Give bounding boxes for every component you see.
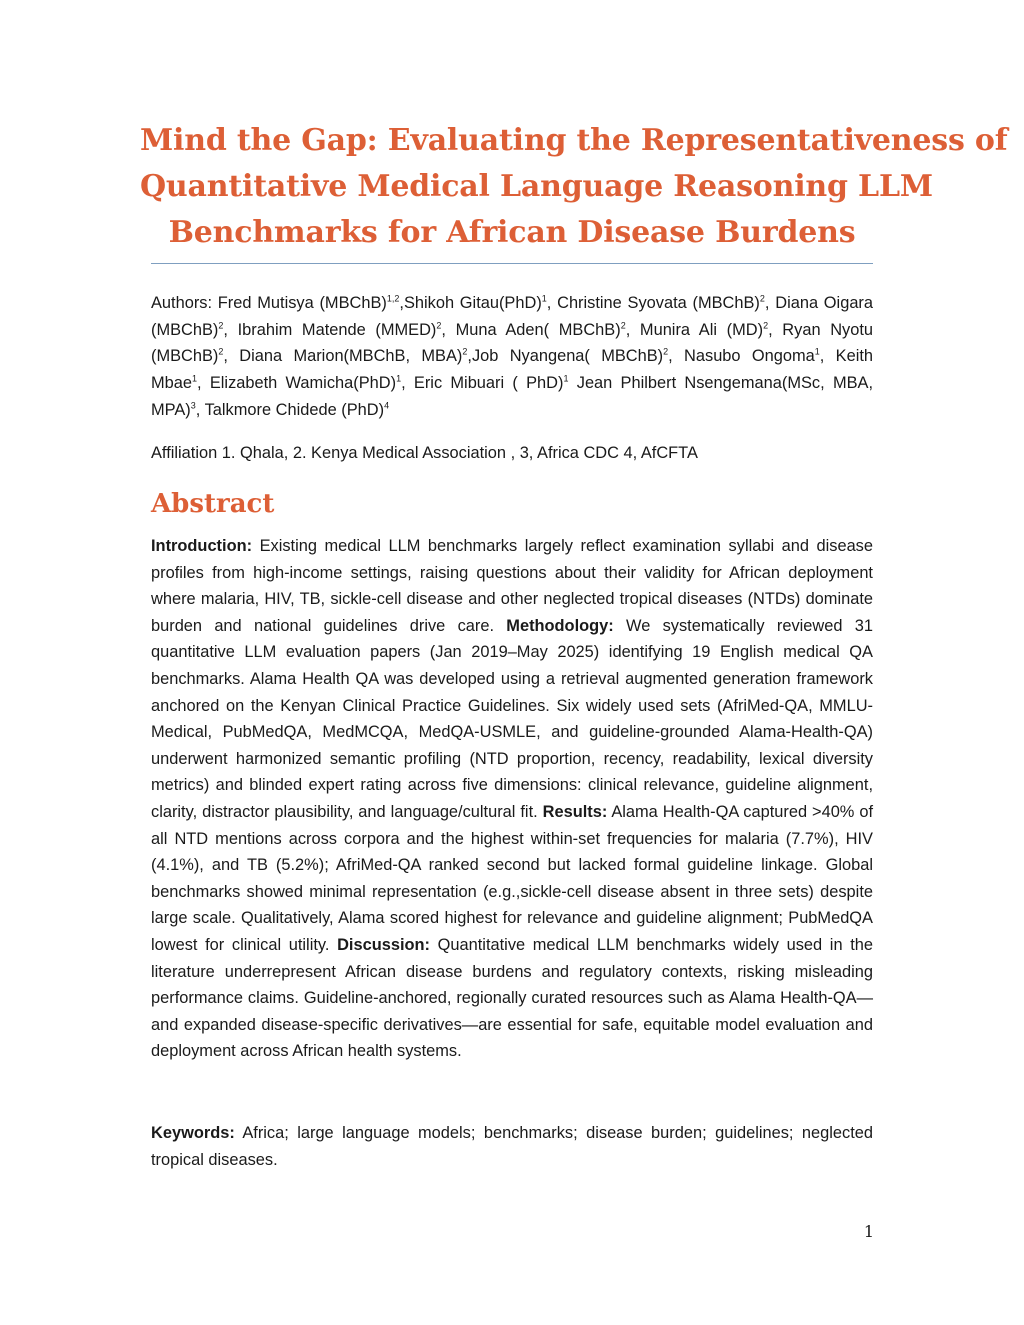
author-name: Nasubo Ongoma: [684, 347, 815, 366]
author-name: Job Nyangena( MBChB): [471, 347, 664, 366]
author-affiliation-marker: 1: [396, 373, 402, 384]
author-affiliation-marker: 1,2: [386, 293, 400, 304]
author-affiliation-marker: 2: [759, 293, 765, 304]
author-list: [151, 294, 873, 419]
author-separator: ,: [195, 400, 205, 419]
author-affiliation-marker: 2: [462, 346, 468, 357]
author-name: Muna Aden( MBChB): [455, 320, 621, 339]
author-affiliation-marker: 1: [814, 346, 820, 357]
author-name: Diana Oigara (MBChB): [151, 294, 874, 339]
author-name: Christine Syovata (MBChB): [557, 294, 760, 312]
author-name: Ibrahim Matende (MMED): [237, 320, 437, 339]
author-separator: [568, 374, 576, 392]
discussion-label: Discussion:: [337, 935, 430, 954]
author-name: Eric Mibuari ( PhD): [413, 374, 564, 393]
methodology-text: We systematically reviewed 31 quantitative LLM evaluation papers (Jan 2019–May 2025) identifying 19 English medical QA benchmarks. Alama Health QA was developed using a retrieval augmented generation framework anchored on the Kenyan Clinical Practice Guidelines. Six widely used sets (AfriMed-QA, MMLU-Medical, PubMedQA, MedMCQA, MedQA-USMLE, and guideline-grounded Alama-Health-QA) underwent harmonized semantic profiling (NTD proportion, recency, readability, lexical diversity metrics) and blinded expert rating across five dimensions: clinical relevance, guideline alignment, clarity, distractor plausibility, and language/cultural fit.: [151, 616, 873, 821]
introduction-label: Introduction:: [151, 537, 253, 555]
author-affiliation-marker: 1: [192, 373, 198, 384]
author-affiliation-marker: 1: [541, 293, 547, 304]
title-line-1: Mind the Gap: Evaluating the Representativeness of: [140, 123, 1008, 158]
author-name: Talkmore Chidede (PhD): [204, 400, 385, 419]
author-separator: ,: [197, 374, 210, 393]
author-separator: ,: [441, 320, 456, 339]
discussion-text: Quantitative medical LLM benchmarks widely used in the literature underrepresent African disease burdens and regulatory contexts, risking misleading performance claims. Guideline-anchored, regionally curated resources such as Alama Health-QA—and expanded disease-specific derivatives—are essential for safe, equitable model evaluation and deployment across African health systems.: [151, 935, 874, 1061]
author-separator: ,: [668, 347, 685, 366]
author-affiliation-marker: 2: [620, 320, 626, 331]
abstract-heading: Abstract: [151, 489, 275, 519]
results-label: Results:: [542, 802, 608, 821]
author-separator: ,: [764, 294, 776, 312]
methodology-label: Methodology:: [506, 616, 614, 635]
author-name: Ryan Nyotu (MBChB): [151, 320, 874, 366]
author-separator: ,: [401, 374, 414, 393]
paper-title: [140, 118, 1008, 256]
author-name: Shikoh Gitau(PhD): [403, 294, 542, 312]
author-separator: ,: [399, 294, 404, 312]
affiliation: Affiliation 1. Qhala, 2. Kenya Medical Association , 3, Africa CDC 4, AfCFTA: [151, 444, 698, 462]
author-separator: ,: [768, 320, 783, 339]
author-name: Keith Mbae: [151, 347, 874, 393]
author-affiliation-marker: 2: [218, 320, 224, 331]
author-name: Diana Marion(MBChB, MBA): [239, 347, 463, 366]
page-number: 1: [863, 1222, 874, 1241]
author-affiliation-marker: 4: [384, 400, 390, 411]
author-name: Fred Mutisya (MBChB): [217, 294, 387, 312]
authors-block: [151, 290, 873, 424]
abstract-body: [151, 533, 873, 1065]
title-divider: [151, 263, 873, 264]
author-affiliation-marker: 2: [218, 346, 224, 357]
author-name: Jean Philbert Nsengemana(MSc, MBA, MPA): [151, 374, 874, 419]
authors-prefix: Authors:: [151, 294, 218, 312]
keywords-label: Keywords:: [151, 1124, 235, 1142]
author-separator: ,: [223, 347, 240, 366]
author-affiliation-marker: 1: [563, 373, 569, 384]
author-separator: ,: [467, 347, 472, 366]
author-separator: ,: [625, 320, 640, 339]
author-affiliation-marker: 2: [436, 320, 442, 331]
author-separator: ,: [819, 347, 836, 366]
title-line-2: Quantitative Medical Language Reasoning LLM: [140, 169, 933, 204]
keywords-text: Africa; large language models; benchmarks; disease burden; guidelines; neglected tropical diseases.: [151, 1124, 873, 1169]
title-line-3: Benchmarks for African Disease Burdens: [168, 215, 856, 250]
introduction-text: Existing medical LLM benchmarks largely reflect examination syllabi and disease profiles from high-income settings, raising questions about their validity for African deployment where malaria, HIV, TB, sickle-cell disease and other neglected tropical diseases (NTDs) dominate burden and national guidelines drive care.: [151, 537, 873, 635]
author-affiliation-marker: 2: [663, 346, 669, 357]
author-affiliation-marker: 3: [190, 400, 196, 411]
keywords: [151, 1120, 873, 1173]
results-text: Alama Health-QA captured >40% of all NTD mentions across corpora and the highest within-set frequencies for malaria (7.7%), HIV (4.1%), and TB (5.2%); AfriMed-QA ranked second but lacked formal guideline linkage. Global benchmarks showed minimal representation (e.g.,sickle-cell disease absent in three sets) despite large scale. Qualitatively, Alama scored highest for relevance and guideline alignment; PubMedQA lowest for clinical utility.: [151, 802, 873, 954]
author-name: Munira Ali (MD): [639, 320, 764, 339]
author-name: Elizabeth Wamicha(PhD): [209, 374, 397, 393]
author-affiliation-marker: 2: [763, 320, 769, 331]
author-separator: ,: [223, 320, 238, 339]
author-separator: ,: [546, 294, 558, 312]
